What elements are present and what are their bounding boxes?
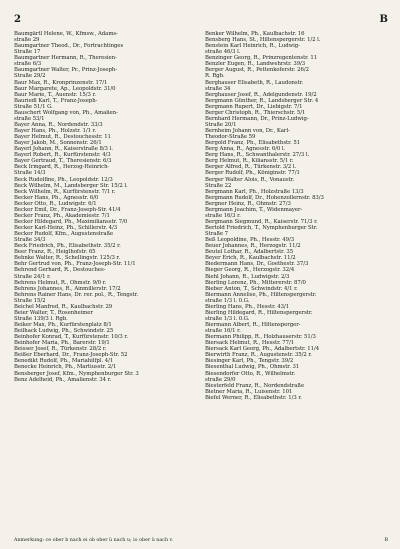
directory-entry: Bertold Friedrich, T., Nymphenburger Str.: [205, 225, 318, 231]
directory-entry: Becker Rudolf, Kfm., Augustenstraße: [14, 231, 114, 238]
directory-entry: Berg Hans, R., Schwanthalerstr. 27/3 l.: [205, 152, 310, 159]
directory-entry: Straße 34/3: [14, 237, 46, 244]
directory-entry: Berger Rudolf, Ph., Königinstr. 77/1: [205, 170, 300, 177]
directory-entry: Bauriedl Karl, T., Franz-Joseph-: [14, 97, 98, 104]
page-header: [14, 14, 388, 28]
directory-entry: Biehl Johann, R., Ludwigstr. 2/3: [205, 273, 290, 280]
directory-columns: [14, 31, 388, 401]
directory-entry: Beichel Manfred, R., Kaulbachstr. 29: [14, 303, 113, 310]
directory-entry: Becker Emil, Dr., Franz-Joseph-Str. 41/4: [14, 206, 121, 213]
directory-entry: Bierling Hans, Ph., Hesstr. 43/1: [205, 303, 290, 310]
page-footer: [14, 538, 388, 544]
directory-entry: Becker Hans, Ph., Agnesstr. 6/0: [14, 194, 99, 201]
directory-entry: straße 6/3: [14, 61, 42, 68]
directory-entry: Straße 7: [205, 231, 228, 238]
directory-entry: Straße 29/2: [14, 73, 46, 80]
directory-entry: Bayer Anna, R., Nordendstr. 33/3: [14, 121, 103, 128]
directory-entry: Bierling Hildegard, R., Hiltenspergerstr.: [205, 309, 313, 316]
directory-entry: Baumgartner Theod., Dr., Fortrachtinges: [14, 43, 124, 50]
directory-entry: Biesendorfer Otto, R., Wilhelmstr.: [205, 370, 296, 377]
directory-entry: Beilhack Ludwig, Ph., Schwindstr. 25: [14, 328, 114, 335]
directory-entry: Beißer Eberhard, Dr., Franz-Joseph-Str. 52: [14, 352, 128, 359]
directory-entry: Biermann Albert, R., Hiltensperger-: [205, 322, 301, 328]
directory-entry: straße 1/3 l. 0.G.: [205, 315, 250, 322]
directory-entry: Bayer Hans, Ph., Holzstr. 1/1 r.: [14, 128, 97, 134]
directory-entry: Biesenthal Ludwig, Ph., Ohmstr. 31: [205, 364, 300, 371]
directory-entry: straße 53/1: [14, 115, 45, 122]
directory-entry: Baur Marie, T., Auenstr. 15/3 r.: [14, 91, 97, 98]
directory-entry: Straße 139/3 l. Rgb.: [14, 315, 68, 322]
directory-entry: straße 29: [14, 37, 40, 44]
directory-entry: Bergmann Günther, R., Landsberger Str. 4: [205, 97, 319, 104]
directory-entry: Straße 51/1 G.: [14, 103, 53, 110]
directory-entry: Benedikt Rudolf, Ph., Mariahilfpl. 4/1: [14, 358, 114, 365]
directory-entry: Benz Adelheid, Ph., Amalienstr. 34 r.: [14, 376, 112, 383]
directory-entry: Benecke Heinrich, Ph., Martiusstr. 2/1: [14, 364, 117, 371]
directory-entry: Bensberger Josef, Kfm., Nymphenburger Str. 3: [14, 370, 139, 377]
directory-entry: Beyer Erich, R., Kaulbachstr. 11/2: [205, 255, 296, 262]
directory-entry: Berghauser Josef, R., Adelgundenstr. 19/2: [205, 91, 317, 98]
directory-entry: Beck Wilhelm, M., Landsberger Str. 15/2 l.: [14, 182, 128, 189]
directory-entry: Berger Alfred, R., Türkenstr. 3/2 l.: [205, 164, 297, 171]
directory-entry: Bayerl Robert, R., Kurfürstenstr. 4/3: [14, 152, 111, 159]
directory-entry: Benker Wilhelm, Ph., Kaulbachstr. 16: [205, 31, 305, 37]
directory-entry: Berger Walter Alois, R., Vonaustr.: [205, 176, 295, 183]
directory-entry: Theodor-Straße 59: [205, 134, 256, 141]
directory-entry: Beck Wilhelm, R., Kurfürstenstr. 7/1 r.: [14, 188, 116, 195]
directory-entry: Baumgärtl Helene, W., Kfmsw., Adams-: [14, 31, 118, 37]
section-letter: B: [379, 14, 388, 25]
directory-entry: Beier Walter, T., Rosenheimer: [14, 309, 93, 316]
directory-entry: Beuer Johannes, R., Herzogstr. 11/2: [205, 243, 301, 250]
directory-entry: R. Rgb.: [205, 73, 225, 80]
directory-entry: Beiker Max, Ph., Kurfürstenplatz 8/1: [14, 322, 112, 328]
directory-entry: straße 29/0: [205, 376, 236, 383]
directory-entry: Beinhofer Maria, Ph., Barerstr. 19/1: [14, 340, 110, 347]
directory-entry: Bergmann Siegmund, R., Kaiserstr. 71/3 r.: [205, 218, 318, 225]
directory-entry: Biefel Werner, R., Elisabethstr. 1/3 r.: [205, 394, 302, 401]
directory-entry: Bernhard Hermann, Dr., Prinz-Ludwig-: [205, 115, 309, 122]
directory-entry: Benstein Karl Heinrich, R., Ludwig-: [205, 43, 300, 50]
directory-entry: Bayerl Johann, R., Kaiserstraße 8/3 l.: [14, 146, 113, 153]
directory-entry: straße 46/3 l.: [205, 49, 241, 56]
directory-entry: Bieber Anton, T., Schwindstr. 4/1 r.: [205, 285, 298, 292]
directory-entry: Berger Christoph, R., Thierschstr. 5/1: [205, 109, 306, 116]
directory-entry: Straße 17: [14, 49, 41, 56]
directory-entry: Beck Irmgard, R., Herzog-Heinrich-: [14, 164, 110, 171]
directory-entry: Straße 20/1: [205, 121, 237, 128]
directory-entry: Benzinger Georg, R., Prinzregentenstr. 11: [205, 55, 318, 62]
directory-entry: Biermann Annelise, Ph., Hiltenspergerstr.: [205, 291, 317, 298]
directory-entry: Baumgartner Walter, Pr., Prinz-Joseph-: [14, 67, 117, 74]
directory-entry: Baur Max, R., Kronprinzenstr. 17/1: [14, 79, 108, 86]
directory-entry: Behrens Johannes, R., Ainmillerstr. 17/2: [14, 285, 121, 292]
directory-entry: Benzler Eugen, R., Landwehrstr. 39/3: [205, 61, 306, 68]
directory-entry: Bergmann Rudolf, Dr., Hohenzollernstr. 83/3: [205, 194, 324, 201]
directory-entry: Baur Margarete, Ap., Leopoldstr. 31/0: [14, 85, 116, 92]
directory-entry: Baumgartner Hermann, R., Theresien-: [14, 55, 117, 62]
directory-entry: Beer Franz, R., Heiglhofstr. 65: [14, 249, 96, 256]
directory-entry: Straße 14/3: [14, 170, 46, 177]
page-number: 2: [14, 14, 21, 25]
directory-entry: Behnke Walter, R., Schellingstr. 125/3 r.: [14, 255, 121, 262]
directory-entry: Bieger Georg, R., Herzogstr. 32/4: [205, 267, 295, 274]
directory-entry: Berghauser Elisabeth, R., Laudonstr.: [205, 79, 304, 86]
directory-entry: Biesinger Karl, Ph., Tengstr. 39/2: [205, 358, 294, 365]
directory-entry: Bierwirth Franz, R., Augustenstr. 35/2 r.: [205, 352, 312, 359]
directory-entry: Bergold Franz, Ph., Elisabethstr. 51: [205, 140, 301, 147]
directory-entry: Behrens Helmut, R., Ohmstr. 9/0 r.: [14, 279, 107, 286]
directory-entry: Bayer Helmut, R., Destouchesstr. 11: [14, 134, 111, 141]
directory-entry: Biermann Philipp, R., Holzhauserstr. 51/3: [205, 334, 316, 341]
footer-mark: B: [384, 538, 388, 543]
directory-entry: Bierling Lorenz, Ph., Mittererstr. 87/0: [205, 279, 306, 286]
directory-entry: straße 16/3 r.: [205, 212, 241, 219]
right-column: [205, 31, 388, 401]
directory-entry: Becker Hildegard, Ph., Maximiliansstr. 7/0: [14, 218, 128, 225]
directory-entry: Becker Franz, Ph., Akademiestr. 7/1: [14, 212, 110, 219]
directory-entry: Berger August, R., Pettenkoferstr. 26/2: [205, 67, 309, 74]
directory-entry: Biesterfeld Franz, R., Nordendstraße: [205, 382, 305, 389]
directory-entry: Beß Leopoldine, Ph., Hesstr. 49/3: [205, 237, 295, 244]
directory-entry: Bayer Gertraud, T., Theresienstr. 6/3: [14, 158, 112, 165]
directory-entry: straße 34: [205, 85, 231, 92]
directory-entry: Beisser Josef, R., Türkenstr. 28/2 r.: [14, 346, 107, 353]
directory-entry: straße 1/3 l. 0.G.: [205, 297, 250, 304]
directory-entry: Beinhofer Konrad, T., Kurfürstenstr. 10/3 r.: [14, 334, 128, 341]
directory-entry: Berg Anna, R., Agnesstr. 6/0 l.: [205, 146, 286, 153]
directory-entry: Bayer Jakob, M., Sonnenstr. 26/1: [14, 140, 102, 147]
directory-entry: Behr Gertrud von, Ph., Franz-Joseph-Str. 11/1: [14, 261, 136, 268]
directory-entry: straße 16/1 r.: [205, 328, 241, 335]
directory-entry: Bernheim Johann von, Dr., Karl-: [205, 128, 290, 134]
directory-entry: Bergmann Rupert, Dr., Liebigstr. 7/1: [205, 103, 303, 110]
directory-entry: Beck Rudolfine, Ph., Leopoldstr. 12/3: [14, 176, 113, 183]
directory-entry: Bensberg Hans, St., Hiltenspergerstr. 1/2 l.: [205, 37, 321, 44]
directory-entry: Bauschert Wolfgang von, Ph., Amalien-: [14, 109, 118, 116]
directory-entry: Bergner Heinz, R., Ohmstr. 27/3: [205, 200, 291, 207]
directory-entry: Bergmann Karl, Ph., Holzstraße 13/3: [205, 188, 304, 195]
directory-entry: Straße 15/2: [14, 297, 46, 304]
directory-entry: Becker Otto, R., Ludwigstr. 6/1: [14, 200, 97, 207]
directory-entry: Beck Friedrich, Ph., Elisabethstr. 35/2 r.: [14, 243, 121, 250]
directory-entry: Becker Karl-Heinz, Ph., Schillerstr. 4/3: [14, 225, 118, 231]
directory-entry: Behrens Rainer Hans, Dr. rer. pol., R., Tengstr.: [14, 291, 139, 298]
footer-note: Anmerkung: ce ober b nach ei ob ober ü nach u; io ober ü nach v.: [14, 538, 174, 543]
left-column: [14, 31, 197, 401]
directory-entry: Biersack Karl Georg, Ph., Adalbertstr. 11/4: [205, 346, 320, 353]
directory-entry: Berg Helmut, R., Kiliansstr. 5/1 r.: [205, 158, 294, 165]
directory-entry: Behrend Gerhard, R., Destouches-: [14, 267, 106, 274]
directory-entry: Straße 24/1 r.: [14, 273, 51, 280]
directory-entry: Bietner Maria, R., Luisenstr. 101: [205, 388, 293, 395]
directory-entry: Straße 22: [205, 182, 232, 189]
directory-entry: Biersack Helmut, R., Hesstr. 77/1: [205, 340, 295, 347]
directory-entry: Bergmann Joachim, T., Widenmayer-: [205, 206, 303, 213]
directory-entry: Beutel Lothar, R., Adalbertstr. 35: [205, 249, 294, 256]
directory-entry: Biedermann Hans, Dr., Goethestr. 37/3: [205, 261, 309, 268]
